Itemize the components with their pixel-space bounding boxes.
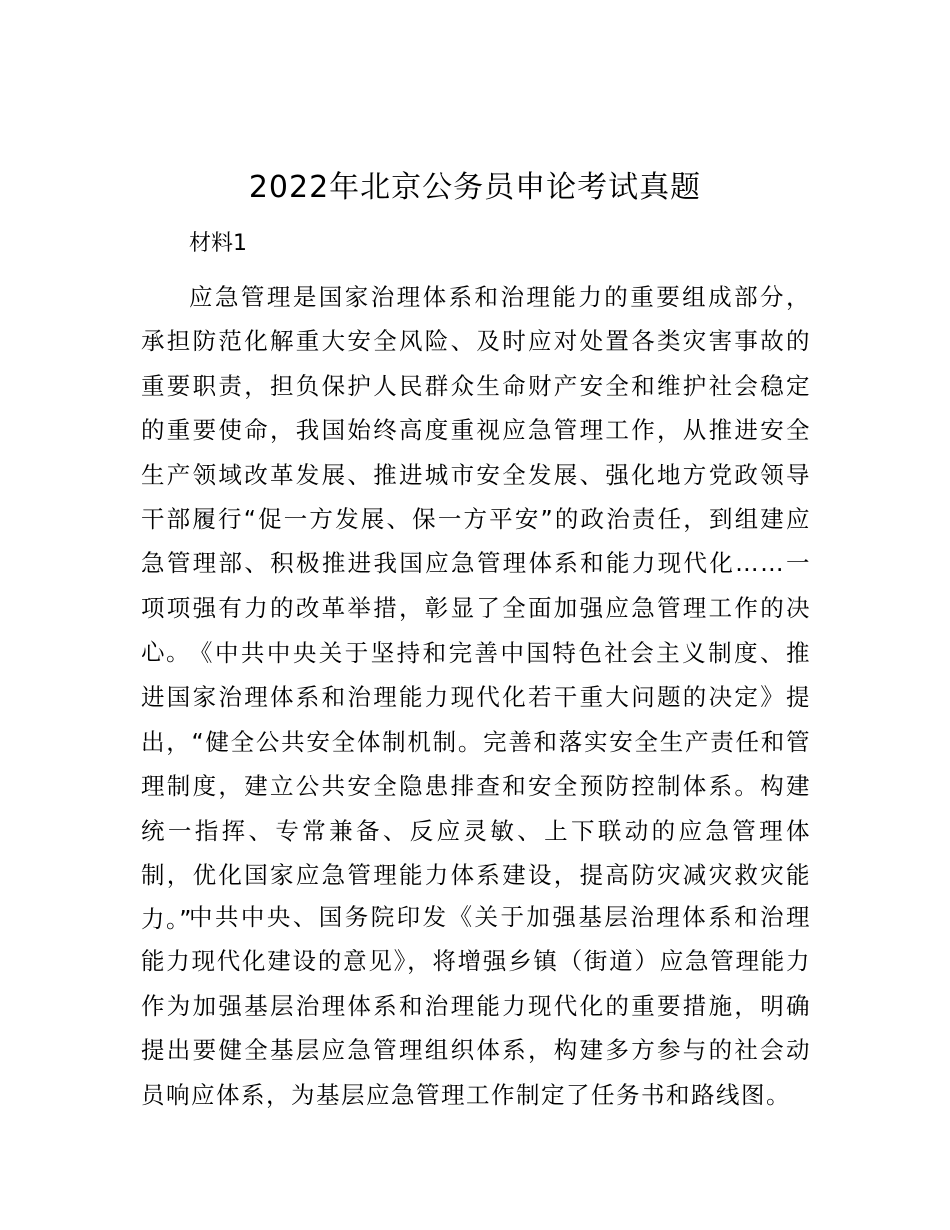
paragraph-2: 《中共中央关于坚持和完善中国特色社会主义制度、推进国家治理体系和治理能力现代化若干重大问题的决定》提出，“健全公共安全体制机制。完善和落实安全生产责任和管理制度，建立公共安全隐患排查和安全预防控制体系。构建统一指挥、专常兼备、反应灵敏、上下联动的应急管理体制，优化国家应急管理能力体系建设，提高防灾减灾救灾能力。” (141, 639, 811, 934)
section-label: 材料1 (189, 231, 247, 256)
paragraph-3: 中共中央、国务院印发《关于加强基层治理体系和治理能力现代化建设的意见》，将增强乡镇（街道）应急管理能力作为加强基层治理体系和治理能力现代化的重要措施，明确提出要健全基层应急管理组织体系，构建多方参与的社会动员响应体系，为基层应急管理工作制定了任务书和路线图。 (141, 903, 811, 1109)
document-title: 2022年北京公务员申论考试真题 (248, 170, 702, 205)
paragraph-1: 应急管理是国家治理体系和治理能力的重要组成部分，承担防范化解重大安全风险、及时应对处置各类灾害事故的重要职责，担负保护人民群众生命财产安全和维护社会稳定的重要使命，我国始终高度重视应急管理工作，从推进安全生产领域改革发展、推进城市安全发展、强化地方党政领导干部履行“促一方发展、保一方平安”的政治责任，到组建应急管理部、积极推进我国应急管理体系和能力现代化……一项项强有力的改革举措，彰显了全面加强应急管理工作的决心。 (141, 283, 811, 667)
